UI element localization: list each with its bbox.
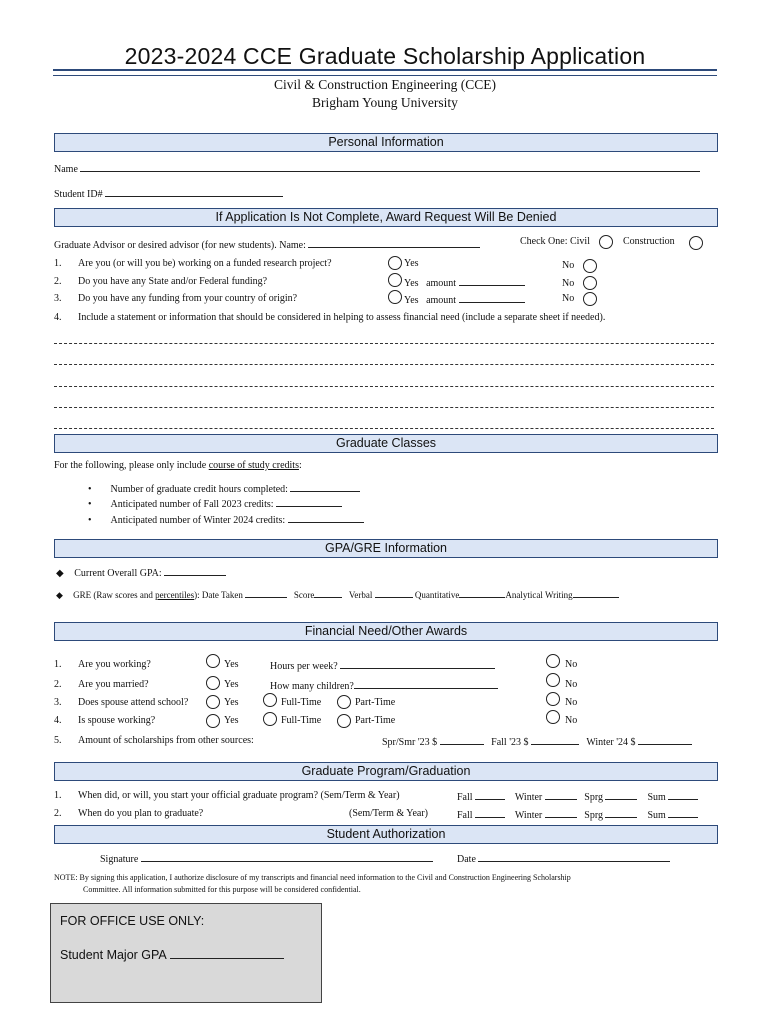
winter-amount-field[interactable] (638, 735, 692, 745)
fall-amount-label: Fall '23 $ (491, 737, 529, 748)
gre-label-date-taken: ): Date Taken (194, 590, 243, 600)
check-one-civil-label: Check One: Civil (520, 236, 590, 247)
spouse-school-no-radio[interactable] (546, 692, 560, 706)
gre-verbal-label: Verbal (348, 590, 373, 600)
spouse-working-yes-label: Yes (224, 715, 239, 726)
question-1-number: 1. (54, 258, 62, 269)
spouse-working-no-radio[interactable] (546, 710, 560, 724)
classes-intro-suffix: : (298, 460, 302, 471)
major-gpa-field[interactable] (170, 947, 284, 959)
question-3-number: 3. (54, 293, 62, 304)
gre-row (56, 588, 619, 601)
spouse-school-yes-radio[interactable] (206, 695, 220, 709)
spouse-school-parttime-label: Part-Time (355, 697, 396, 708)
section-incomplete-warning: If Application Is Not Complete, Award Request Will Be Denied (54, 208, 718, 227)
date-row (457, 852, 670, 865)
classes-item-2 (88, 497, 342, 510)
major-gpa-label: Student Major GPA (60, 948, 167, 962)
grad-fall-field[interactable] (475, 808, 505, 818)
married-yes-label: Yes (224, 679, 239, 690)
gre-writing-field[interactable] (573, 588, 619, 598)
credit-hours-completed-field[interactable] (290, 482, 360, 492)
fall-amount-field[interactable] (531, 735, 579, 745)
department-name: Civil & Construction Engineering (CCE) (274, 77, 496, 92)
spouse-working-parttime-label: Part-Time (355, 715, 396, 726)
form-title: 2023-2024 CCE Graduate Scholarship Application (124, 43, 646, 69)
signature-label: Signature (100, 854, 139, 865)
gre-label-underlined: percentiles (155, 590, 195, 600)
start-sum-label: Sum (647, 792, 666, 803)
office-use-box (50, 903, 322, 1003)
winter-amount-label: Winter '24 $ (586, 737, 636, 748)
section-student-authorization: Student Authorization (54, 825, 718, 844)
question-3-no-label: No (562, 293, 575, 304)
advisor-name-field[interactable] (308, 238, 480, 248)
question-2-yes-row (404, 276, 525, 289)
grad-fall-label: Fall (457, 810, 473, 821)
gre-score-field[interactable] (314, 588, 342, 598)
classes-intro-prefix: For the following, please only include (54, 460, 209, 471)
question-1-no-label: No (562, 260, 575, 271)
spr-smr-amount-field[interactable] (440, 735, 484, 745)
start-sprg-label: Sprg (584, 792, 603, 803)
winter-credits-field[interactable] (288, 513, 364, 523)
grad-sprg-label: Sprg (584, 810, 603, 821)
spouse-working-no-label: No (565, 715, 578, 726)
name-row (54, 162, 700, 175)
classes-intro-underlined: course of study credits (208, 460, 299, 471)
spouse-working-fulltime-label: Full-Time (281, 715, 322, 726)
financial-q4-number: 4. (54, 715, 62, 726)
married-no-radio[interactable] (546, 673, 560, 687)
hours-per-week-field[interactable] (340, 659, 495, 669)
start-sum-field[interactable] (668, 790, 698, 800)
gre-writing-label: Analytical Writing (505, 590, 573, 600)
gre-label-prefix: GRE (Raw scores and (73, 590, 156, 600)
advisor-label: Graduate Advisor or desired advisor (for new students). Name: (54, 240, 306, 251)
spouse-school-fulltime-radio[interactable] (263, 693, 277, 707)
diamond-bullet-icon: ◆ (56, 590, 63, 600)
financial-q3-number: 3. (54, 697, 62, 708)
spouse-working-parttime-radio[interactable] (337, 714, 351, 728)
scholarship-amounts-row (382, 735, 692, 748)
title-rule (53, 69, 717, 76)
major-gpa-row (60, 947, 284, 962)
overall-gpa-label: Current Overall GPA: (74, 568, 162, 579)
name-label: Name (54, 164, 78, 175)
student-id-label: Student ID# (54, 189, 103, 200)
question-3-yes-label: Yes (404, 295, 419, 306)
statement-line-5[interactable] (54, 428, 714, 429)
university-name: Brigham Young University (312, 95, 458, 110)
question-3-text: Do you have any funding from your country of origin? (78, 293, 298, 304)
spouse-school-yes-label: Yes (224, 697, 239, 708)
financial-q3-text: Does spouse attend school? (78, 697, 189, 708)
gpa-row (56, 566, 226, 579)
start-fall-label: Fall (457, 792, 473, 803)
classes-item-1 (88, 482, 360, 495)
financial-q1-text: Are you working? (78, 659, 151, 670)
financial-q5-number: 5. (54, 735, 62, 746)
financial-q2-text: Are you married? (78, 679, 149, 690)
overall-gpa-field[interactable] (164, 566, 226, 576)
classes-item-2-label: Anticipated number of Fall 2023 credits: (110, 499, 274, 510)
classes-item-1-label: Number of graduate credit hours completed: (110, 484, 288, 495)
fall-credits-field[interactable] (276, 497, 342, 507)
children-label: How many children? (270, 681, 354, 692)
working-yes-label: Yes (224, 659, 239, 670)
children-row (270, 679, 498, 692)
bullet-icon: • (88, 499, 92, 510)
married-yes-radio[interactable] (206, 676, 220, 690)
section-graduate-program: Graduate Program/Graduation (54, 762, 718, 781)
question-4-number: 4. (54, 312, 62, 323)
question-3-yes-radio[interactable] (388, 290, 402, 304)
gre-quant-label: Quantitative (414, 590, 460, 600)
signature-field[interactable] (141, 852, 433, 862)
question-2-text: Do you have any State and/or Federal funding? (78, 276, 268, 287)
construction-label: Construction (623, 236, 675, 247)
program-q1-number: 1. (54, 790, 62, 801)
program-q2-number: 2. (54, 808, 62, 819)
spouse-school-fulltime-label: Full-Time (281, 697, 322, 708)
question-2-yes-label: Yes (404, 278, 419, 289)
section-financial-need: Financial Need/Other Awards (54, 622, 718, 641)
working-no-label: No (565, 659, 578, 670)
signature-row (100, 852, 433, 865)
date-field[interactable] (478, 852, 670, 862)
statement-line-1[interactable] (54, 343, 714, 344)
spouse-working-fulltime-radio[interactable] (263, 712, 277, 726)
civil-radio[interactable] (599, 235, 613, 249)
hours-per-week-label: Hours per week? (270, 661, 338, 672)
question-2-amount-field[interactable] (459, 276, 525, 286)
children-field[interactable] (354, 679, 498, 689)
question-1-yes-label: Yes (404, 258, 419, 269)
question-3-amount-field[interactable] (459, 293, 525, 303)
question-3-amount-label: amount (426, 295, 457, 306)
grad-sprg-field[interactable] (605, 808, 637, 818)
section-gpa-gre: GPA/GRE Information (54, 539, 718, 558)
question-2-no-radio[interactable] (583, 276, 597, 290)
financial-q5-text: Amount of scholarships from other sources: (78, 735, 254, 746)
question-2-amount-label: amount (426, 278, 457, 289)
section-graduate-classes: Graduate Classes (54, 434, 718, 453)
question-4-text: Include a statement or information that should be considered in helping to assess financial need (include a separate sheet if needed). (78, 312, 606, 323)
start-winter-label: Winter (514, 792, 543, 803)
authorization-note-line-1: NOTE: By signing this application, I authorize disclosure of my transcripts and financial need information to the Civil and Construction Engineering Scholarship (54, 873, 571, 882)
classes-intro (54, 460, 302, 471)
start-fall-field[interactable] (475, 790, 505, 800)
date-label: Date (457, 854, 476, 865)
gre-score-label: Score (293, 590, 315, 600)
program-q1-text: When did, or will, you start your official graduate program? (Sem/Term & Year) (78, 790, 400, 801)
grad-sum-label: Sum (647, 810, 666, 821)
statement-line-3[interactable] (54, 386, 714, 387)
student-id-field[interactable] (105, 187, 283, 197)
question-2-yes-radio[interactable] (388, 273, 402, 287)
grad-winter-field[interactable] (545, 808, 577, 818)
spouse-school-parttime-radio[interactable] (337, 695, 351, 709)
student-id-row (54, 187, 283, 200)
start-winter-field[interactable] (545, 790, 577, 800)
authorization-note-line-2: Committee. All information submitted for this purpose will be considered confidential. (83, 885, 361, 894)
question-3-yes-row (404, 293, 525, 306)
classes-item-3 (88, 513, 364, 526)
question-2-no-label: No (562, 278, 575, 289)
spr-smr-label: Spr/Smr '23 $ (382, 737, 438, 748)
gre-verbal-field[interactable] (375, 588, 413, 598)
working-no-radio[interactable] (546, 654, 560, 668)
statement-line-4[interactable] (54, 407, 714, 408)
grad-sum-field[interactable] (668, 808, 698, 818)
question-1-text: Are you (or will you be) working on a funded research project? (78, 258, 332, 269)
gre-quant-field[interactable] (459, 588, 505, 598)
working-yes-radio[interactable] (206, 654, 220, 668)
financial-q1-number: 1. (54, 659, 62, 670)
section-personal-information: Personal Information (54, 133, 718, 152)
program-start-terms (457, 790, 698, 803)
married-no-label: No (565, 679, 578, 690)
name-field[interactable] (80, 162, 700, 172)
bullet-icon: • (88, 484, 92, 495)
grad-winter-label: Winter (514, 810, 543, 821)
bullet-icon: • (88, 515, 92, 526)
start-sprg-field[interactable] (605, 790, 637, 800)
statement-line-2[interactable] (54, 364, 714, 365)
financial-q4-text: Is spouse working? (78, 715, 156, 726)
office-use-title: FOR OFFICE USE ONLY: (60, 914, 205, 928)
advisor-row (54, 238, 480, 251)
financial-q2-number: 2. (54, 679, 62, 690)
program-q2-term: (Sem/Term & Year) (349, 808, 429, 819)
construction-radio[interactable] (689, 236, 703, 250)
question-3-no-radio[interactable] (583, 292, 597, 306)
spouse-school-no-label: No (565, 697, 578, 708)
question-2-number: 2. (54, 276, 62, 287)
question-1-no-radio[interactable] (583, 259, 597, 273)
question-1-yes-radio[interactable] (388, 256, 402, 270)
diamond-bullet-icon: ◆ (56, 568, 64, 579)
gre-date-field[interactable] (245, 588, 287, 598)
hours-row (270, 659, 495, 672)
program-graduate-terms (457, 808, 698, 821)
classes-item-3-label: Anticipated number of Winter 2024 credits: (110, 515, 286, 526)
spouse-working-yes-radio[interactable] (206, 714, 220, 728)
program-q2-text: When do you plan to graduate? (78, 808, 204, 819)
